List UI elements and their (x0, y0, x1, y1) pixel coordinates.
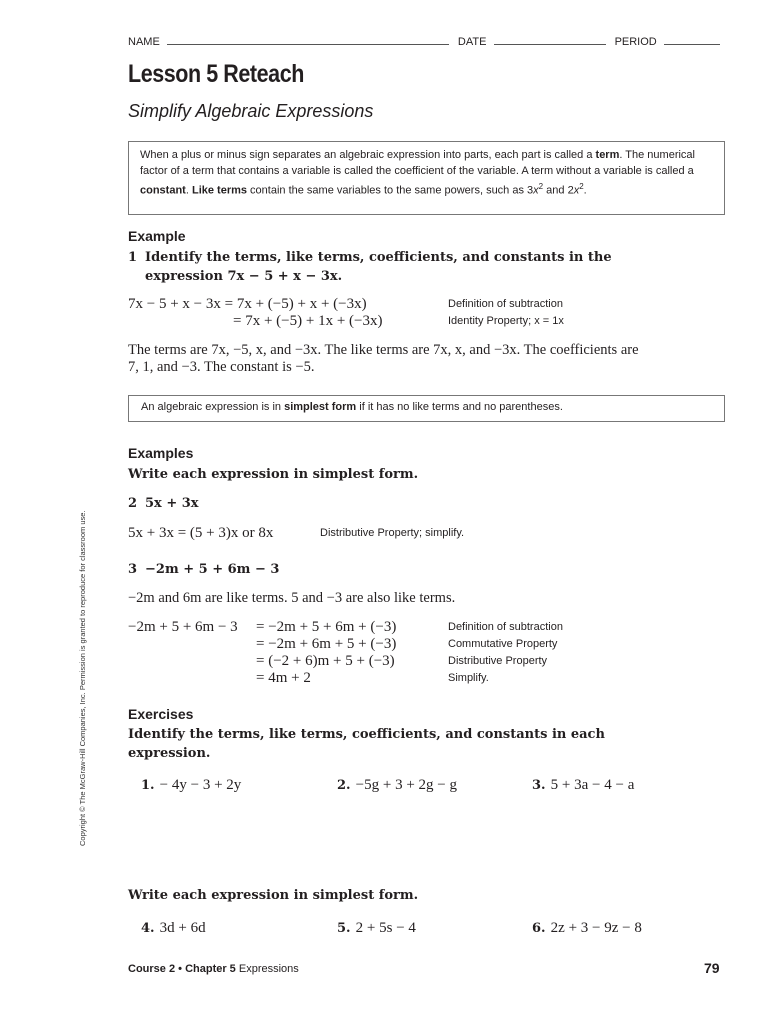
exercise-6-expression: 2z + 3 − 9z − 8 (550, 920, 642, 936)
example3-step-2: = −2m + 6m + 5 + (−3) (256, 636, 397, 652)
definition-box (128, 141, 725, 215)
simplest-form-box (128, 395, 725, 422)
date-label: DATE (457, 36, 487, 48)
example1-conclusion-1: The terms are 7x, −5, x, and −3x. The like terms are 7x, x, and −3x. The coefficients are (128, 342, 639, 358)
exercise-1-number: 1. (141, 778, 155, 793)
period-label: PERIOD (614, 36, 657, 48)
example3-step-4: = 4m + 2 (256, 670, 311, 686)
exercises-instruction-simplest: Write each expression in simplest form. (128, 888, 419, 903)
example2-note: Distributive Property; simplify. (320, 527, 465, 539)
example2-work: 5x + 3x = (5 + 3)x or 8x (128, 525, 274, 541)
footer-course (128, 963, 299, 975)
exercise-2-number: 2. (337, 778, 351, 793)
exercises-instruction-1: Identify the terms, like terms, coefficients, and constants in each (128, 727, 605, 742)
example-heading: Example (128, 228, 186, 244)
example3-lhs: −2m + 5 + 6m − 3 (128, 619, 238, 635)
example1-instruction-2: expression 7x − 5 + x − 3x. (145, 269, 343, 284)
example3-note-2: Commutative Property (448, 638, 558, 650)
example3-note-4: Simplify. (448, 672, 489, 684)
examples-heading: Examples (128, 445, 194, 461)
example2-number: 2 (128, 496, 138, 511)
example3-number: 3 (128, 562, 138, 577)
exercise-4-expression: 3d + 6d (159, 920, 206, 936)
example1-step2-note: Identity Property; x = 1x (448, 315, 564, 327)
page-subtitle: Simplify Algebraic Expressions (128, 101, 374, 121)
intro-var-2: x (573, 184, 580, 197)
footer-topic: Expressions (238, 963, 299, 975)
example1-instruction-1: Identify the terms, like terms, coefficients, and constants in the (145, 250, 612, 265)
exercise-3 (532, 774, 634, 794)
intro-var-1: x (533, 184, 539, 197)
intro-exp-1: 2 (538, 182, 544, 191)
example3-note-3: Distributive Property (448, 655, 548, 667)
example1-step1-note: Definition of subtraction (448, 298, 563, 310)
exercise-2 (337, 774, 457, 794)
exercise-4 (141, 917, 206, 937)
intro-text-3: . (185, 184, 192, 197)
footer-chapter-label: Chapter 5 (185, 963, 236, 975)
intro-exp-2: 2 (579, 182, 584, 191)
example3-intro: −2m and 6m are like terms. 5 and −3 are also like terms. (128, 590, 456, 606)
exercise-6-number: 6. (532, 921, 546, 936)
copyright-notice: Copyright © The McGraw-Hill Companies, Inc. Permission is granted to reproduce for classroom use. (78, 510, 87, 846)
exercise-1 (141, 774, 241, 794)
example3-expression: −2m + 5 + 6m − 3 (145, 562, 280, 577)
exercises-instruction-2: expression. (128, 746, 211, 761)
simplest-form-keyword: simplest form (284, 401, 357, 413)
simplest-text-2: if it has no like terms and no parentheses. (356, 401, 563, 413)
example1-step2: = 7x + (−5) + 1x + (−3x) (233, 313, 383, 329)
example1-number: 1 (128, 250, 138, 265)
footer-course-label: Course 2 (128, 963, 176, 975)
name-line (167, 34, 449, 45)
name-label: NAME (128, 36, 160, 48)
intro-text-1: When a plus or minus sign separates an algebraic expression into parts, each part is called a (140, 149, 596, 161)
examples-instruction: Write each expression in simplest form. (128, 467, 419, 482)
example3-step-3: = (−2 + 6)m + 5 + (−3) (256, 653, 395, 669)
exercise-1-expression: − 4y − 3 + 2y (159, 777, 242, 793)
period-line (664, 34, 720, 45)
intro-text-4: contain the same variables to the same powers, such as 3 (247, 184, 534, 197)
exercise-3-number: 3. (532, 778, 546, 793)
exercise-6 (532, 917, 642, 937)
exercise-3-expression: 5 + 3a − 4 − a (550, 777, 635, 793)
date-line (494, 34, 606, 45)
example1-step1: 7x − 5 + x − 3x = 7x + (−5) + x + (−3x) (128, 296, 367, 312)
constant-keyword: constant (140, 184, 186, 197)
header-row (128, 34, 720, 48)
example3-step-1: = −2m + 5 + 6m + (−3) (256, 619, 397, 635)
exercise-5-expression: 2 + 5s − 4 (355, 920, 416, 936)
page-number: 79 (704, 960, 720, 976)
exercises-heading: Exercises (128, 706, 194, 722)
example3-note-1: Definition of subtraction (448, 621, 563, 633)
like-terms-keyword: Like terms (191, 184, 247, 197)
exercise-5 (337, 917, 416, 937)
example2-expression: 5x + 3x (145, 496, 199, 511)
intro-text-5: and 2 (543, 184, 574, 197)
simplest-text-1: An algebraic expression is in (141, 401, 285, 413)
intro-text-2: . The numerical factor of a term that contains a variable is called the coefficient of the variable. A term without a variable is called a (140, 149, 695, 177)
exercise-4-number: 4. (141, 921, 155, 936)
intro-text-6: . (583, 184, 587, 197)
example1-conclusion-2: 7, 1, and −3. The constant is −5. (128, 359, 315, 375)
exercise-2-expression: −5g + 3 + 2g − g (355, 777, 458, 793)
page-title: Lesson 5 Reteach (128, 60, 304, 88)
term-keyword: term (595, 149, 620, 161)
footer-bullet: • (178, 963, 182, 975)
exercise-5-number: 5. (337, 921, 351, 936)
